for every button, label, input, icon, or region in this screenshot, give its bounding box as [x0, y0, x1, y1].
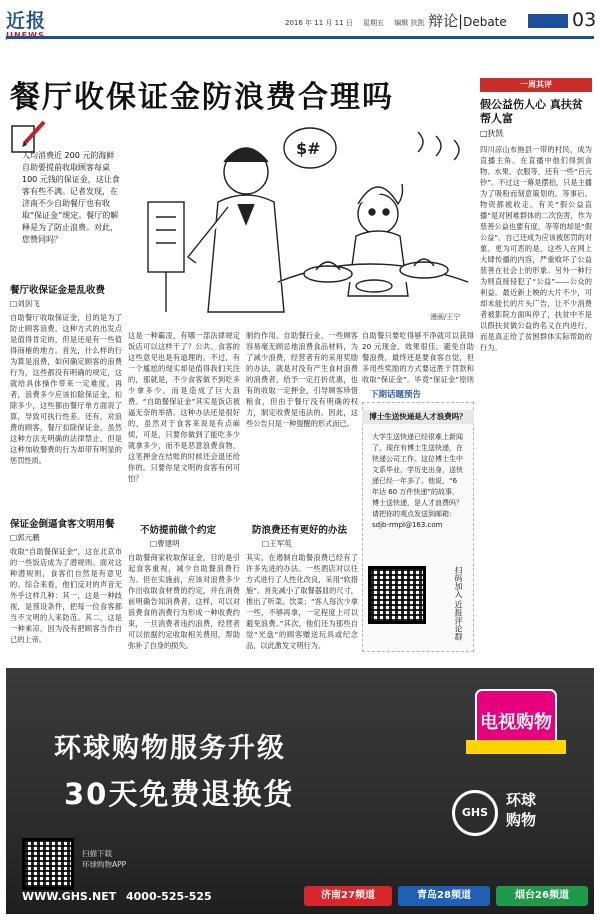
article-4-byline: □王军英: [262, 539, 292, 548]
article-4-continued: 自助餐只要吃得够不净就可以获得 20 元现金，效果很佳。避免自助餐浪费，最终还是要食客自觉，但多用些奖励的方式要远胜于罚款和收取“保证金”。毕竟“保证金”原则: [362, 331, 474, 384]
ad-headline-1: 环球购物服务升级: [54, 733, 286, 764]
qr-download-line-1: 扫描下载: [82, 849, 112, 858]
tv-shopping-promo-graphic: [456, 684, 576, 774]
article-3-continued: 制约作用。自助餐行业，一些顾客容易毫无顾忌地浪费食品材料，为了减少浪费，经营者有的采用奖励的办法，就是对没有产生食材浪费的消费者，给予一定打折优惠，也有的收取一定押金，引导顾客珍惜粮食，但由于餐厅没有明确的权力，制定收费是违法的。因此，这些公告只是一种提醒的形式而已。: [246, 331, 358, 428]
page-headline: 餐厅收保证金防浪费合理吗: [10, 80, 394, 115]
section-en: Debate: [463, 15, 507, 29]
article-2-continued: 这是一种霸凌，有哪一部法律规定饭店可以这样干了？公共、食客的这些意见也是有道理的。不过，有一个尴尬的现实却是值得我们关注的，那就是，不少食客做不到吃多少拿多少，而是造成了巨大浪费。“自助餐保证金”其实是饭店被逼无奈的举措。这种办法还是很好的，虽然对于食客来说是有点麻烦，可是，只要你做到了能吃多少就拿多少，而不是恶意浪费食物，这笔押金在结账的时候还会退还给你的。只要你是文明的食客有何可怕？: [128, 331, 240, 483]
section-cn: 辩论: [428, 12, 459, 30]
issue-weekday: 星期五: [363, 19, 384, 27]
next-topic-title: 博士生送快递是人才浪费吗？: [362, 410, 474, 424]
channel-qingdao: 青岛28频道: [398, 886, 490, 906]
channel-yantai: 烟台26频道: [496, 886, 588, 906]
advertisement[interactable]: [6, 668, 594, 914]
cartoon-illustration: [128, 112, 474, 322]
weekly-review-tag: 一周其评: [480, 78, 592, 92]
article-4-body: 其实，在遏制自助餐浪费已经有了许多先进的办法。一些酒店对以往方式进行了人性化改良，采用“软措施”。首先减小了取餐器皿的尺寸，推出了听菜、饮菜；“客人每次少拿一些，不够再拿，一定程度上可以避免浪费。”其次，他们还为那些自觉“光盘”的顾客赠送玩具或纪念品，以此激发文明行为。: [246, 553, 358, 650]
next-topic-text: 大学生送快递已经很难上新闻了，现在有博士生送快递，在快递公司工作。这位博士生中文系毕业，学历史出身，送快递已经一年多了。他说，“6 年达 60 万件快递”的故事，博士送快递，是人才浪费吗？请把你的观点发送到邮箱：sdjb-rmpl@163.com: [372, 433, 463, 529]
next-topic-tag: 下期话题预告: [370, 390, 422, 400]
article-2-subhead: 保证金倒逼食客文明用餐: [10, 519, 115, 530]
page-number: 03: [572, 9, 597, 31]
article-1-subhead: 餐厅收保证金是乱收费: [10, 285, 106, 296]
weekly-review-byline: □狄凯: [480, 129, 504, 138]
brand-name: 环球购物: [506, 791, 537, 829]
ad-headline-2: 30天免费退换货: [64, 777, 295, 811]
qr-join-label: 扫码加入 近报评论群: [454, 566, 463, 641]
section-color-bar: [528, 14, 568, 28]
promo-text: 电视购物: [480, 712, 552, 733]
article-2-body: 收取“自助餐保证金”，这在北京市的一些饭店成为了潜规则。面对这种潜规则，食客们自然是有意见的。综合来看，他们反对的声音无外乎这样几种：其一，这是一种歧视，是预设条件，把每一位食客都当不文明的人来防范。其二，这是一种乘凉，因为没有把顾客当作自己的上帝。: [10, 547, 122, 644]
article-3-byline: □曹建明: [150, 539, 180, 548]
weekly-review-title: 假公益伤人心 真扶贫帮人富: [480, 98, 583, 125]
hotline-number[interactable]: 4000-525-525: [126, 890, 212, 903]
logo-cn: 近报: [6, 10, 47, 32]
section-label: 辩论|Debate: [428, 12, 507, 30]
masthead-meta: [285, 18, 432, 28]
website-link[interactable]: WWW.GHS.NET: [22, 890, 117, 903]
issue-date: 2016 年 11 月 11 日: [285, 19, 353, 27]
qr-download-text: [82, 848, 126, 870]
article-1-byline: □刘剑飞: [10, 299, 40, 308]
ghs-logo: GHS: [452, 790, 498, 836]
editor-credit: 编辑 扶凯: [394, 19, 425, 27]
intro-text: 人均消费近 200 元的海鲜自助要提前收取顾客每桌 100 元钱的保证金，这让食客有些不满。记者发现，在济南不少自助餐厅也有收取“保证金”规定。餐厅的解释是为了防止浪费。对此，您赞同吗？: [22, 151, 120, 244]
masthead-logo: [6, 6, 64, 40]
illustration-credit: 漫画/王宁: [430, 313, 461, 321]
article-4-subhead: 防浪费还有更好的办法: [252, 525, 348, 536]
weekly-review-body: 四川凉山布拖县一带的村民，成为直播主角。在直播中他们得到食物、水果、衣服等，还有一些“百元钞”。不过这一幕是摆拍，只是主播为了吸粉而刻意策划的。等事后，物资都被收走。有关“假公益直播”是对困难群体的二次伤害，作为慈善公益也要有度，等等的却是“假公益”。自己还成为应该被惩罚的对象。更为可恶的是，这些人在网上大肆传播的内容，严重败坏了公益慈善在社会上的形象。另外一种行为则直接侵犯了“公益”——公众的利益。最近新上映的大片不少，可却未能长的片头广告，让不少消费者被影院方面叫停了，扶贫中不是以假扶贫做公益的名义在内进行，而是真正给了贫困群体实际帮助的行为。: [480, 145, 592, 352]
channel-jinan: 济南27频道: [304, 886, 392, 906]
article-2-byline: □郭元鹏: [10, 533, 40, 542]
speech-bubble-text: $#: [296, 139, 321, 158]
discussion-group-qr-code[interactable]: [368, 566, 426, 624]
article-1-body: 自助餐厅收取保证金，目的是为了防止顾客浪费，这种方式的出发点是值得肯定的，但是还是有一些值得商榷的地方。首先，什么样的行为算是浪费，如何确定顾客的浪费行为，这些都没有明确的规定，这就给具体操作带来一定难度。再者，浪费多少应该扣除保证金，扣除多少，这些都由餐厅单方面说了算，导致可执行性差。还有，对浪费的顾客，餐厅扣除保证金，虽然这种方法无明确的法律禁止，但是这种加收餐费的行为却带有明显的惩罚性质。: [10, 313, 122, 465]
qr-download-line-2: 环球购物APP: [82, 860, 127, 869]
article-3-body: 自助餐商家收取保证金，目的是引起食客重视，减少自助餐浪费行为。但在实施前，应该对浪费多少作出收取食材费的约定，并在消费前明确告知消费者。这样，可以对浪费食的消费行为形成一种收费约束，一旦消费者违约浪费，经营者可以依据约定收取相关费用，帮助弥补了自身的损失。: [128, 553, 240, 650]
app-download-qr-code[interactable]: [22, 838, 74, 890]
article-3-subhead: 不妨提前做个约定: [140, 525, 217, 536]
masthead-rule: [6, 36, 594, 39]
